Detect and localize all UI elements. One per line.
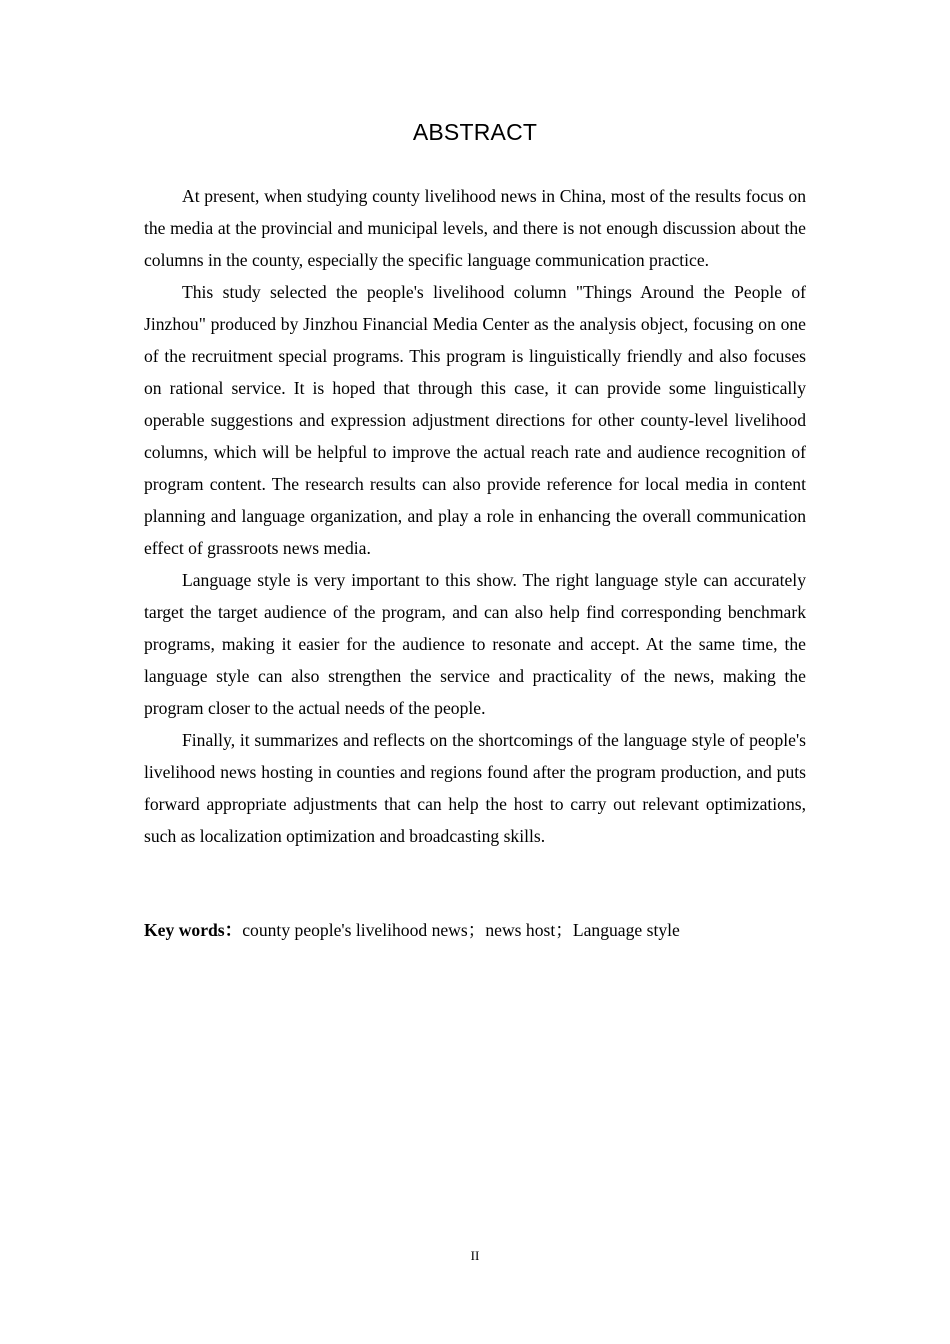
keyword-1: county people's livelihood news (242, 920, 468, 940)
abstract-paragraph-3: Language style is very important to this show. The right language style can accurately target the target audience of the program, and can also help find corresponding benchmark programs, making it easier for the audience to resonate and accept. At the same time, the language style can also strengthen the service and practicality of the news, making the program closer to the actual needs of the people. (144, 570, 806, 718)
abstract-paragraph-2: This study selected the people's livelihood column "Things Around the People of Jinzhou" produced by Jinzhou Financial Media Center as the analysis object, focusing on one of the recruitment special programs. This program is linguistically friendly and also focuses on rational service. It is hoped that through this case, it can provide some linguistically operable suggestions and expression adjustment directions for other county-level livelihood columns, which will be helpful to improve the actual reach rate and audience recognition of program content. The research results can also provide reference for local media in content planning and language organization, and play a role in enhancing the overall communication effect of grassroots news media. (144, 282, 806, 558)
keywords-label: Key words： (144, 920, 243, 940)
abstract-paragraph-4: Finally, it summarizes and reflects on the shortcomings of the language style of people's livelihood news hosting in counties and regions found after the program production, and puts forward appropriate adjustments that can help the host to carry out relevant optimizations, such as localization optimization and broadcasting skills. (144, 730, 806, 846)
keyword-separator-1: ； (467, 920, 486, 940)
page-number: II (470, 1248, 480, 1263)
keyword-3: Language style (572, 920, 680, 940)
keyword-2: news host (485, 920, 556, 940)
abstract-paragraph-1: At present, when studying county livelihood news in China, most of the results focus on the media at the provincial and municipal levels, and there is not enough discussion about the columns in the county, especially the specific language communication practice. (144, 186, 806, 270)
abstract-body (144, 180, 806, 852)
abstract-title: ABSTRACT (412, 119, 538, 145)
keywords-line (144, 914, 806, 946)
keyword-separator-2: ； (555, 920, 573, 940)
